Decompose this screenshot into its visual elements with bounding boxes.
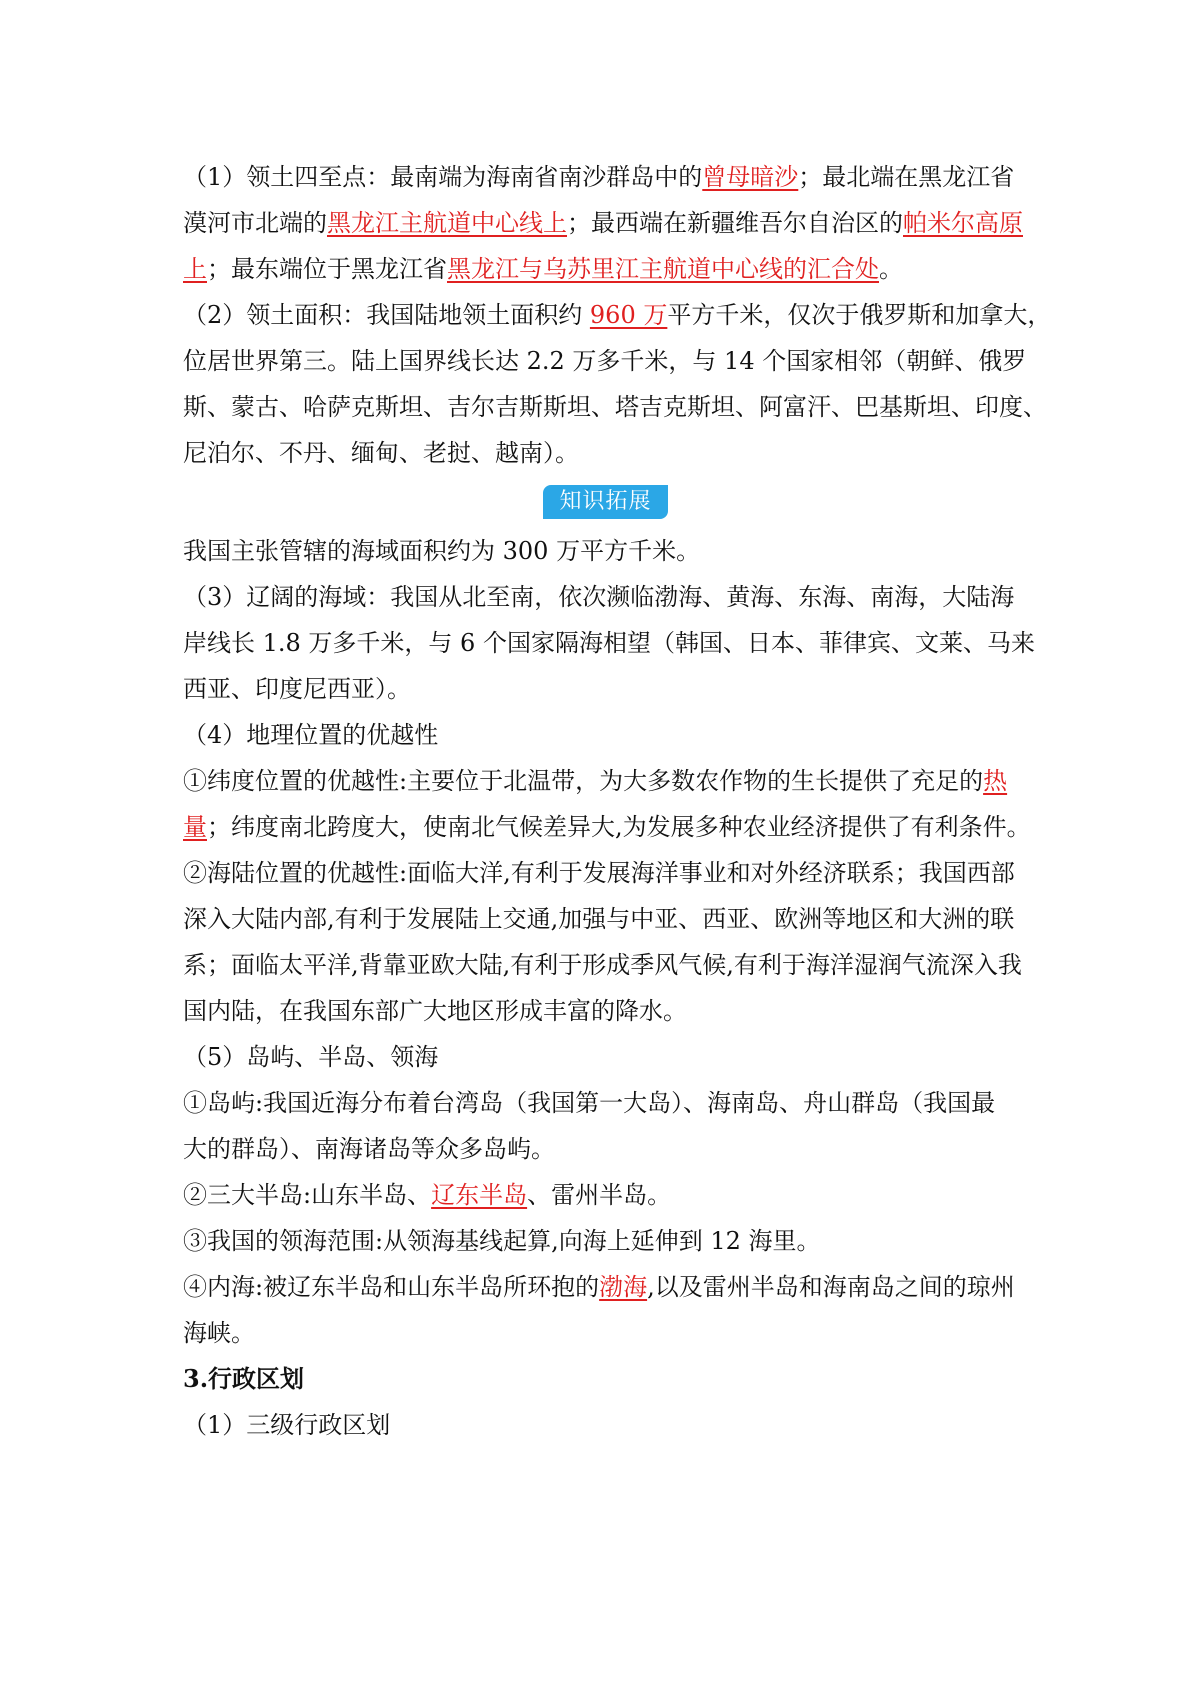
p3-line-3: 西亚、印度尼西亚）。: [183, 675, 411, 703]
p5-d-line-1: [183, 1264, 1028, 1310]
p3-line-1: （3）辽阔的海域：我国从北至南，依次濒临渤海、黄海、东海、南海，大陆海: [183, 583, 1015, 611]
highlight-answer: 上: [183, 255, 207, 283]
p4-a-line-1: [183, 758, 1028, 804]
document-page: [183, 150, 1052, 1448]
ext-line-1: 我国主张管辖的海域面积约为 300 万平方千米。: [183, 537, 701, 565]
text: ；最西端在新疆维吾尔自治区的: [567, 209, 903, 237]
highlight-answer: 帕米尔高原: [903, 209, 1023, 237]
p4-b-line-1: ②海陆位置的优越性:面临大洋,有利于发展海洋事业和对外经济联系；我国西部: [183, 859, 1015, 887]
highlight-answer: 黑龙江与乌苏里江主航道中心线的汇合处: [447, 255, 879, 283]
highlight-answer: 黑龙江主航道中心线上: [327, 209, 567, 237]
p4-title: （4）地理位置的优越性: [183, 721, 439, 749]
p1-line-1: [183, 154, 1028, 200]
text: ,以及雷州半岛和海南岛之间的琼州: [647, 1273, 1015, 1301]
p5-c-line-1: ③我国的领海范围:从领海基线起算,向海上延伸到 12 海里。: [183, 1227, 821, 1255]
p4-a-line-2: [183, 804, 1031, 850]
highlight-answer: 曾母暗沙: [702, 163, 799, 191]
p5-b-line-1: [183, 1172, 1028, 1218]
highlight-answer: 量: [183, 813, 207, 841]
text: 平方千米，仅次于俄罗斯和加拿大，: [667, 301, 1052, 329]
p1-line-3: [183, 246, 1028, 292]
text: ④内海:被辽东半岛和山东半岛所环抱的: [183, 1273, 600, 1301]
text: 、雷州半岛。: [527, 1181, 672, 1209]
p2-line-3: 斯、蒙古、哈萨克斯坦、吉尔吉斯斯坦、塔吉克斯坦、阿富汗、巴基斯坦、印度、: [183, 393, 1047, 421]
p4-b-line-2: 深入大陆内部,有利于发展陆上交通,加强与中亚、西亚、欧洲等地区和大洲的联: [183, 905, 1015, 933]
knowledge-extension-tag-row: [183, 476, 1028, 528]
knowledge-extension-tag: 知识拓展: [543, 485, 667, 519]
text: 漠河市北端的: [183, 209, 327, 237]
p4-b-line-3: 系；面临太平洋,背靠亚欧大陆,有利于形成季风气候,有利于海洋湿润气流深入我: [183, 951, 1022, 979]
text: ②三大半岛:山东半岛、: [183, 1181, 432, 1209]
p5-d-line-2: 海峡。: [183, 1319, 255, 1347]
text: （1）领土四至点：最南端为海南省南沙群岛中的: [183, 163, 703, 191]
p1-line-2: [183, 200, 1028, 246]
text: （2）领土面积：我国陆地领土面积约: [183, 301, 590, 329]
p4-b-line-4: 国内陆，在我国东部广大地区形成丰富的降水。: [183, 997, 687, 1025]
text: ；最东端位于黑龙江省: [207, 255, 447, 283]
section-subheading: （1）三级行政区划: [183, 1411, 391, 1439]
p5-a-line-2: 大的群岛）、南海诸岛等众多岛屿。: [183, 1135, 555, 1163]
p2-line-4: 尼泊尔、不丹、缅甸、老挝、越南）。: [183, 439, 579, 467]
p5-title: （5）岛屿、半岛、领海: [183, 1043, 439, 1071]
highlight-answer: 热: [983, 767, 1008, 795]
p2-line-2: 位居世界第三。陆上国界线长达 2.2 万多千米，与 14 个国家相邻（朝鲜、俄罗: [183, 347, 1027, 375]
highlight-answer: 渤海: [599, 1273, 648, 1301]
p2-line-1: [183, 292, 1052, 338]
highlight-answer: 960 万: [589, 301, 668, 329]
section-heading: 3.行政区划: [183, 1364, 305, 1393]
text: ①纬度位置的优越性:主要位于北温带，为大多数农作物的生长提供了充足的: [183, 767, 984, 795]
text: ；最北端在黑龙江省: [798, 163, 1015, 191]
p3-line-2: 岸线长 1.8 万多千米，与 6 个国家隔海相望（韩国、日本、菲律宾、文莱、马来: [183, 629, 1035, 657]
p5-a-line-1: ①岛屿:我国近海分布着台湾岛（我国第一大岛）、海南岛、舟山群岛（我国最: [183, 1089, 996, 1117]
highlight-answer: 辽东半岛: [431, 1181, 528, 1209]
text: ；纬度南北跨度大，使南北气候差异大,为发展多种农业经济提供了有利条件。: [207, 813, 1031, 841]
text: 。: [879, 255, 903, 283]
